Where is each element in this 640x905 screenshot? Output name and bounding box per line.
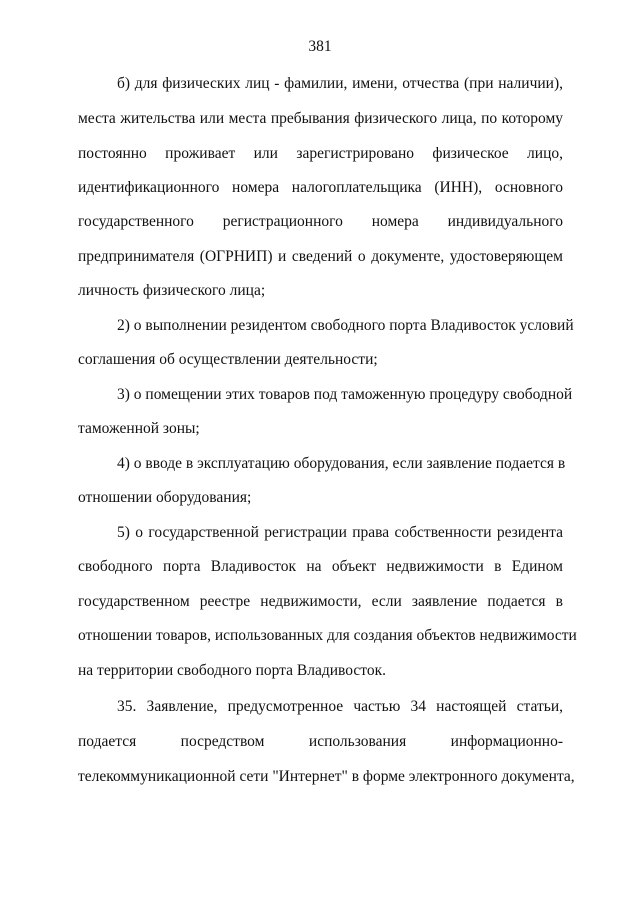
page-number: 381 — [308, 38, 332, 55]
text-line: государственном реестре недвижимости, если заявление подается в — [78, 593, 563, 610]
text-line: свободного порта Владивосток на объект недвижимости в Едином — [78, 558, 563, 575]
text-line: таможенной зоны; — [78, 420, 200, 437]
text-line: государственного регистрационного номера индивидуального — [78, 213, 563, 230]
text-line: 35. Заявление, предусмотренное частью 34 настоящей статьи, — [117, 698, 563, 715]
text-line: предпринимателя (ОГРНИП) и сведений о документе, удостоверяющем — [78, 248, 563, 265]
text-line: отношении товаров, использованных для создания объектов недвижимости — [78, 627, 577, 644]
text-line: 3) о помещении этих товаров под таможенную процедуру свободной — [117, 386, 573, 403]
text-line: 4) о вводе в эксплуатацию оборудования, если заявление подается в — [117, 455, 566, 472]
text-line: на территории свободного порта Владивосток. — [78, 662, 386, 679]
text-line: 2) о выполнении резидентом свободного порта Владивосток условий — [117, 317, 574, 334]
text-line: 5) о государственной регистрации права собственности резидента — [117, 524, 563, 541]
text-line: места жительства или места пребывания физического лица, по которому — [78, 110, 563, 127]
text-line: телекоммуникационной сети "Интернет" в форме электронного документа, — [78, 768, 575, 785]
text-line: б) для физических лиц - фамилии, имени, отчества (при наличии), — [117, 75, 563, 92]
text-line: соглашения об осуществлении деятельности; — [78, 351, 378, 368]
text-line: постоянно проживает или зарегистрировано физическое лицо, — [78, 145, 563, 162]
text-line: отношении оборудования; — [78, 489, 252, 506]
text-line: подается посредством использования информационно- — [78, 733, 563, 750]
text-line: личность физического лица; — [78, 282, 266, 299]
text-line: идентификационного номера налогоплательщика (ИНН), основного — [78, 179, 563, 196]
